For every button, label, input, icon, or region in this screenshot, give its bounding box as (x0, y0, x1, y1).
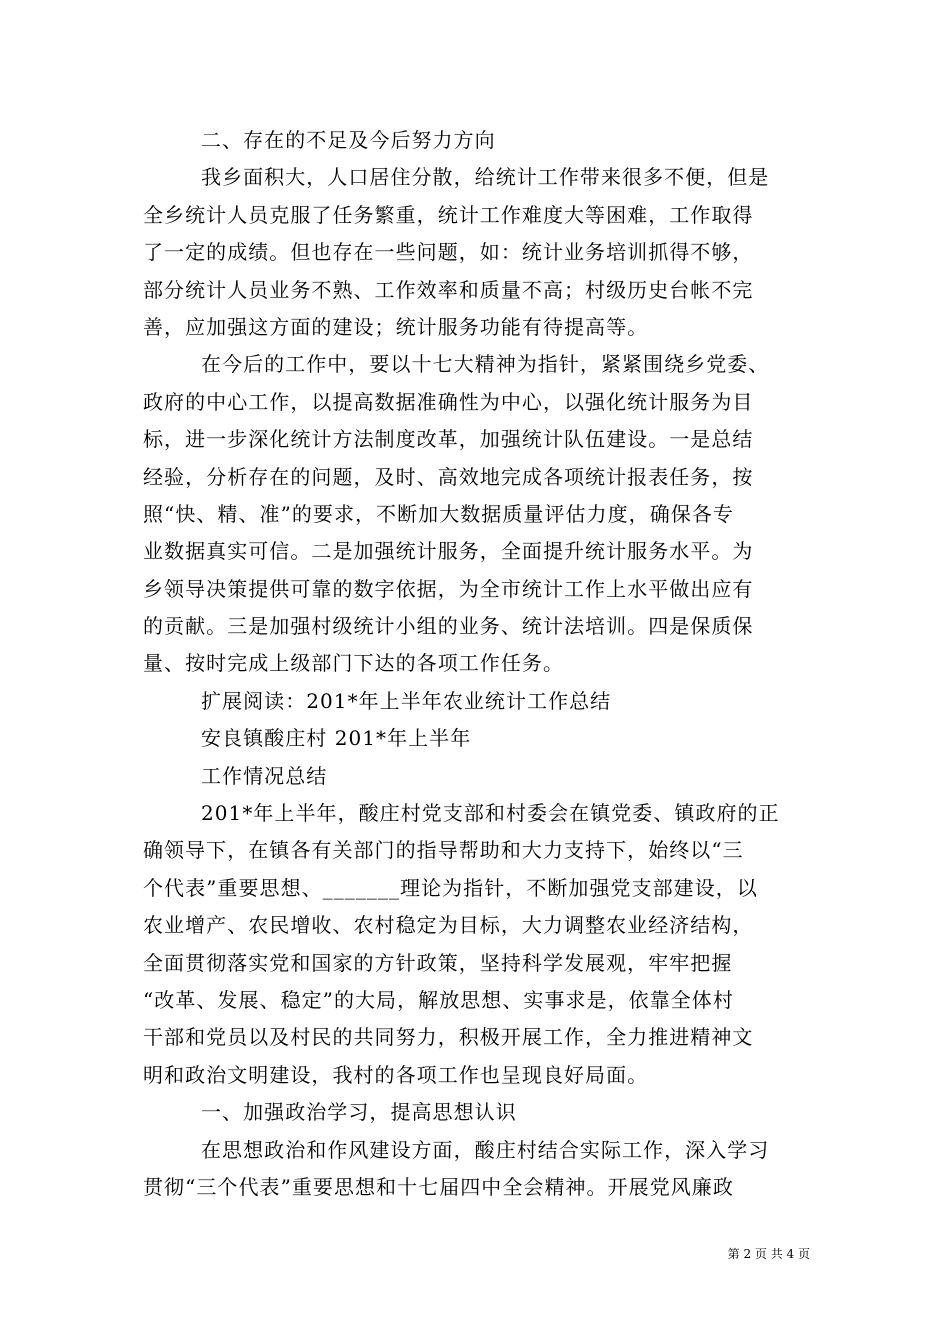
text-line: 工作情况总结 (201, 763, 328, 788)
text-line: 贯彻“三个代表”重要思想和十七届四中全会精神。开展党风廉政 (143, 1174, 734, 1199)
text-line: 的贡献。三是加强村级统计小组的业务、统计法培训。四是保质保 (143, 614, 754, 639)
text-line: 扩展阅读：201*年上半年农业统计工作总结 (201, 688, 612, 713)
text-line: 一、加强政治学习，提高思想认识 (201, 1100, 517, 1125)
text-line: 农业增产、农民增收、农村稳定为目标，大力调整农业经济结构， (143, 913, 754, 938)
text-line: 了一定的成绩。但也存在一些问题，如：统计业务培训抓得不够， (143, 240, 754, 265)
text-line: 标，进一步深化统计方法制度改革，加强统计队伍建设。一是总结 (143, 427, 754, 452)
page-number: 第 2 页 共 4 页 (727, 1247, 810, 1261)
text-line: 明和政治文明建设，我村的各项工作也呈现良好局面。 (143, 1062, 649, 1087)
text-line: 量、按时完成上级部门下达的各项工作任务。 (143, 651, 564, 676)
text-line: 201*年上半年，酸庄村党支部和村委会在镇党委、镇政府的正 (201, 801, 780, 826)
text-line: 经验，分析存在的问题，及时、高效地完成各项统计报表任务，按 (143, 464, 754, 489)
text-line: 全乡统计人员克服了任务繁重，统计工作难度大等困难，工作取得 (143, 202, 754, 227)
text-line: 在今后的工作中，要以十七大精神为指针，紧紧围绕乡党委、 (201, 352, 770, 377)
text-line: 照“快、精、准”的要求，不断加大数据质量评估力度，确保各专 (143, 501, 734, 526)
text-line: 善，应加强这方面的建设；统计服务功能有待提高等。 (143, 314, 649, 339)
text-line: 在思想政治和作风建设方面，酸庄村结合实际工作，深入学习 (201, 1137, 770, 1162)
text-line: 确领导下，在镇各有关部门的指导帮助和大力支持下，始终以“三 (143, 838, 744, 863)
text-line: 安良镇酸庄村 201*年上半年 (201, 726, 472, 751)
text-line: 乡领导决策提供可靠的数字依据，为全市统计工作上水平做出应有 (143, 576, 754, 601)
text-line: 我乡面积大，人口居住分散，给统计工作带来很多不便，但是 (201, 165, 770, 190)
text-line: 业数据真实可信。二是加强统计服务，全面提升统计服务水平。为 (143, 539, 754, 564)
document-body (143, 122, 809, 1206)
text-line: “改革、发展、稳定”的大局，解放思想、实事求是，依靠全体村 (143, 987, 734, 1012)
text-line: 个代表”重要思想、_______理论为指针，不断加强党支部建设，以 (143, 875, 758, 900)
text-line: 全面贯彻落实党和国家的方针政策，坚持科学发展观，牢牢把握 (143, 950, 733, 975)
text-line: 政府的中心工作，以提高数据准确性为中心，以强化统计服务为目 (143, 389, 754, 414)
text-line: 二、存在的不足及今后努力方向 (201, 128, 496, 152)
text-line: 干部和党员以及村民的共同努力，积极开展工作，全力推进精神文 (143, 1025, 754, 1050)
text-line: 部分统计人员业务不熟、工作效率和质量不高；村级历史台帐不完 (143, 277, 754, 302)
